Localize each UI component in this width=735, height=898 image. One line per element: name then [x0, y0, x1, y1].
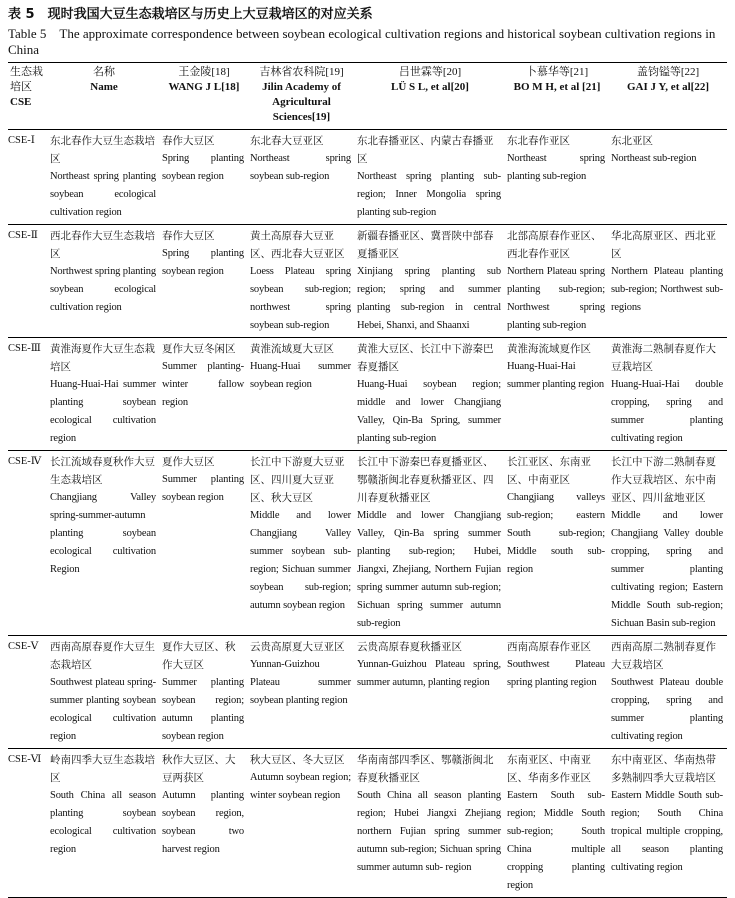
cell-text-en: Middle and lower Changjiang Valley, Qin-Ba spring summer planting sub-region; Hubei, Jiangxi, Zhejiang, Northern Fujian spring summer autumn sub-region; Sichuan spring summer autumn sub-region	[357, 510, 501, 629]
cell-text-cn: 东北春大豆亚区	[250, 135, 324, 147]
cell-text-cn: 东北春播亚区、内蒙古春播亚区	[357, 135, 494, 165]
table-row	[8, 451, 727, 636]
cell-text-en: Autumn planting soybean region, soybean two harvest region	[162, 790, 244, 855]
cell-text-cn: 华北高原亚区、西北亚区	[611, 230, 716, 260]
table-cell	[609, 130, 727, 225]
cell-text-cn: 长江中下游二熟制春夏作大豆栽培区、东中南亚区、四川盆地亚区	[611, 456, 716, 504]
cell-text-en: Loess Plateau spring soybean sub-region; northwest spring soybean sub-region	[250, 266, 351, 331]
cell-text-en: Middle and lower Changjiang Valley double cropping, spring and summer planting cultivating region; Eastern Middle South sub-region; Sichuan Basin sub-region	[611, 510, 723, 629]
table-cell	[355, 225, 505, 338]
cell-text-en: Eastern South sub-region; Middle South sub-region; South China multiple cropping planting region	[507, 790, 605, 891]
cell-text-en: Huang-Huai summer soybean region	[250, 361, 351, 390]
cell-text-cn: 黄淮海二熟制春夏作大豆栽培区	[611, 343, 716, 373]
header-jilin: 吉林省农科院[19] Jilin Academy of Agricultural Sciences[19]	[248, 63, 355, 130]
table-cell	[355, 130, 505, 225]
header-wang: 王金陵[18] WANG J L[18]	[160, 63, 248, 130]
cell-text-cn: 长江中下游夏大豆亚区、四川夏大豆亚区、秋大豆区	[250, 456, 345, 504]
table-cell	[248, 451, 355, 636]
table-cell	[160, 451, 248, 636]
table-cell	[505, 338, 609, 451]
cse-code: CSE-Ⅱ	[8, 225, 48, 338]
table-cell	[505, 451, 609, 636]
cell-text-en: Spring planting soybean region	[162, 248, 244, 277]
table-cell	[505, 130, 609, 225]
cell-text-cn: 西南高原二熟制春夏作大豆栽培区	[611, 641, 716, 671]
table-row	[8, 636, 727, 749]
cell-text-cn: 西北春作大豆生态栽培区	[50, 230, 155, 260]
cse-code: CSE-Ⅰ	[8, 130, 48, 225]
table-cell	[505, 225, 609, 338]
cell-text-cn: 东北春作大豆生态栽培区	[50, 135, 155, 165]
cell-text-cn: 东南亚区、中南亚区、华南多作亚区	[507, 754, 591, 784]
table-cell	[248, 225, 355, 338]
cell-text-cn: 云贵高原春夏秋播亚区	[357, 641, 462, 653]
cell-text-cn: 春作大豆区	[162, 230, 215, 242]
table-cell	[248, 130, 355, 225]
table-cell	[355, 451, 505, 636]
cell-text-cn: 华南南部四季区、鄂赣浙闽北春夏秋播亚区	[357, 754, 494, 784]
table-cell	[609, 451, 727, 636]
cell-text-en: Changjiang valleys sub-region; eastern South sub-region; Middle south sub-region	[507, 492, 605, 575]
cell-text-cn: 长江亚区、东南亚区、中南亚区	[507, 456, 591, 486]
table-cell	[609, 749, 727, 898]
table-cell	[609, 225, 727, 338]
cell-text-cn: 东北春作亚区	[507, 135, 570, 147]
cell-text-cn: 岭南四季大豆生态栽培区	[50, 754, 155, 784]
cell-text-cn: 黄淮海夏作大豆生态栽培区	[50, 343, 155, 373]
cell-text-cn: 黄淮流域夏大豆区	[250, 343, 334, 355]
table-row	[8, 338, 727, 451]
cell-text-en: Huang-Huai-Hai summer planting region	[507, 361, 605, 390]
cell-text-cn: 黄淮大豆区、长江中下游秦巴春夏播区	[357, 343, 494, 373]
cell-text-en: Xinjiang spring planting sub region; spring and summer planting sub-region in central Hebei, Shanxi, and Shaanxi	[357, 266, 501, 331]
header-bo: 卜慕华等[21] BO M H, et al [21]	[505, 63, 609, 130]
cell-text-cn: 云贵高原夏大豆亚区	[250, 641, 345, 653]
cell-text-cn: 长江流域春夏秋作大豆生态栽培区	[50, 456, 155, 486]
cse-code: CSE-Ⅲ	[8, 338, 48, 451]
table-caption-en: Table 5 The approximate correspondence between soybean ecological cultivation regions and historical soybean cultivation regions in China	[8, 26, 716, 57]
cell-text-cn: 黄土高原春大豆亚区、西北春大豆亚区	[250, 230, 345, 260]
correspondence-table	[8, 62, 727, 898]
header-gai: 盖钧镒等[22] GAI J Y, et al[22]	[609, 63, 727, 130]
table-cell	[160, 130, 248, 225]
table-row	[8, 130, 727, 225]
table-cell	[248, 338, 355, 451]
cse-code: CSE-Ⅵ	[8, 749, 48, 898]
cell-text-cn: 黄淮海流域夏作区	[507, 343, 591, 355]
cell-text-cn: 东中南亚区、华南热带多熟制四季大豆栽培区	[611, 754, 716, 784]
cell-text-cn: 西南高原春作亚区	[507, 641, 591, 653]
cell-text-en: Northeast spring planting sub-region; Inner Mongolia spring planting sub-region	[357, 171, 501, 218]
cell-text-en: Spring planting soybean region	[162, 153, 244, 182]
cell-text-en: Yunnan-Guizhou Plateau spring, summer autumn, planting region	[357, 659, 501, 688]
table-row	[8, 749, 727, 898]
table-cell	[48, 338, 160, 451]
table-cell	[48, 451, 160, 636]
table-cell	[505, 749, 609, 898]
cell-text-en: Huang-Huai-Hai summer planting soybean ecological cultivation region	[50, 379, 156, 444]
cell-text-en: Northeast spring soybean sub-region	[250, 153, 351, 182]
table-cell	[609, 636, 727, 749]
cell-text-en: Southwest Plateau spring planting region	[507, 659, 605, 688]
cell-text-cn: 秋作大豆区、大豆两获区	[162, 754, 236, 784]
cell-text-en: Northwest spring planting soybean ecological cultivation region	[50, 266, 156, 313]
header-lv: 吕世霖等[20] LÜ S L, et al[20]	[355, 63, 505, 130]
header-name: 名称 Name	[48, 63, 160, 130]
header-row	[8, 63, 727, 130]
cell-text-en: Middle and lower Changjiang Valley summer soybean sub-region; Sichuan summer soybean sub-region; autumn soybean region	[250, 510, 351, 611]
cse-code: CSE-Ⅳ	[8, 451, 48, 636]
table-cell	[48, 749, 160, 898]
cell-text-cn: 北部高原春作亚区、西北春作亚区	[507, 230, 602, 260]
cell-text-en: Eastern Middle South sub-region; South China tropical multiple cropping, all season planting cultivating region	[611, 790, 723, 873]
cell-text-en: Northeast spring planting sub-region	[507, 153, 605, 182]
cell-text-cn: 西南高原春夏作大豆生态栽培区	[50, 641, 155, 671]
cell-text-en: Northern Plateau planting sub-region; Northwest sub-regions	[611, 266, 723, 313]
cell-text-en: Summer planting soybean region	[162, 474, 244, 503]
table-cell	[160, 636, 248, 749]
cell-text-en: Yunnan-Guizhou Plateau summer soybean planting region	[250, 659, 351, 706]
table-cell	[48, 225, 160, 338]
cell-text-cn: 夏作大豆冬闲区	[162, 343, 236, 355]
cell-text-cn: 夏作大豆区、秋作大豆区	[162, 641, 236, 671]
table-cell	[355, 636, 505, 749]
cell-text-cn: 夏作大豆区	[162, 456, 215, 468]
table-cell	[48, 130, 160, 225]
table-cell	[248, 636, 355, 749]
header-cse: 生态栽培区 CSE	[8, 63, 48, 130]
cell-text-cn: 秋大豆区、冬大豆区	[250, 754, 345, 766]
cell-text-en: Huang-Huai-Hai double cropping, spring and summer planting cultivating region	[611, 379, 723, 444]
cse-code: CSE-Ⅴ	[8, 636, 48, 749]
cell-text-en: Huang-Huai soybean region; middle and lower Changjiang Valley, Qin-Ba Spring, summer planting sub-region	[357, 379, 501, 444]
table-cell	[160, 338, 248, 451]
cell-text-en: South China all season planting region; Hubei Jiangxi Zhejiang northern Fujian spring summer autumn sub-region; Sichuan spring summer autumn sub- region	[357, 790, 501, 873]
table-cell	[355, 749, 505, 898]
cell-text-en: Southwest Plateau double cropping, spring and summer planting cultivating region	[611, 677, 723, 742]
cell-text-en: Northeast sub-region	[611, 153, 697, 164]
table-cell	[248, 749, 355, 898]
cell-text-en: Southwest plateau spring-summer planting soybean ecological cultivation region	[50, 677, 156, 742]
table-cell	[160, 749, 248, 898]
cell-text-en: South China all season planting soybean ecological cultivation region	[50, 790, 156, 855]
table-row	[8, 225, 727, 338]
cell-text-cn: 长江中下游秦巴春夏播亚区、鄂赣浙闽北春夏秋播亚区、四川春夏秋播亚区	[357, 456, 494, 504]
cell-text-en: Changjiang Valley spring-summer-autumn planting soybean ecological cultivation Region	[50, 492, 156, 575]
cell-text-en: Autumn soybean region; winter soybean region	[250, 772, 351, 801]
cell-text-en: Northern Plateau spring planting sub-region; Northwest spring planting sub-region	[507, 266, 605, 331]
cell-text-en: Northeast spring planting soybean ecological cultivation region	[50, 171, 156, 218]
table-cell	[609, 338, 727, 451]
table-cell	[355, 338, 505, 451]
cell-text-cn: 新疆春播亚区、冀晋陕中部春夏播亚区	[357, 230, 494, 260]
cell-text-en: Summer planting soybean region; autumn planting soybean region	[162, 677, 244, 742]
table-caption-cn: 表 5 现时我国大豆生态栽培区与历史上大豆栽培区的对应关系	[8, 7, 373, 22]
cell-text-en: Summer planting-winter fallow region	[162, 361, 244, 408]
cell-text-cn: 东北亚区	[611, 135, 653, 147]
table-cell	[48, 636, 160, 749]
table-cell	[505, 636, 609, 749]
cell-text-cn: 春作大豆区	[162, 135, 215, 147]
table-cell	[160, 225, 248, 338]
